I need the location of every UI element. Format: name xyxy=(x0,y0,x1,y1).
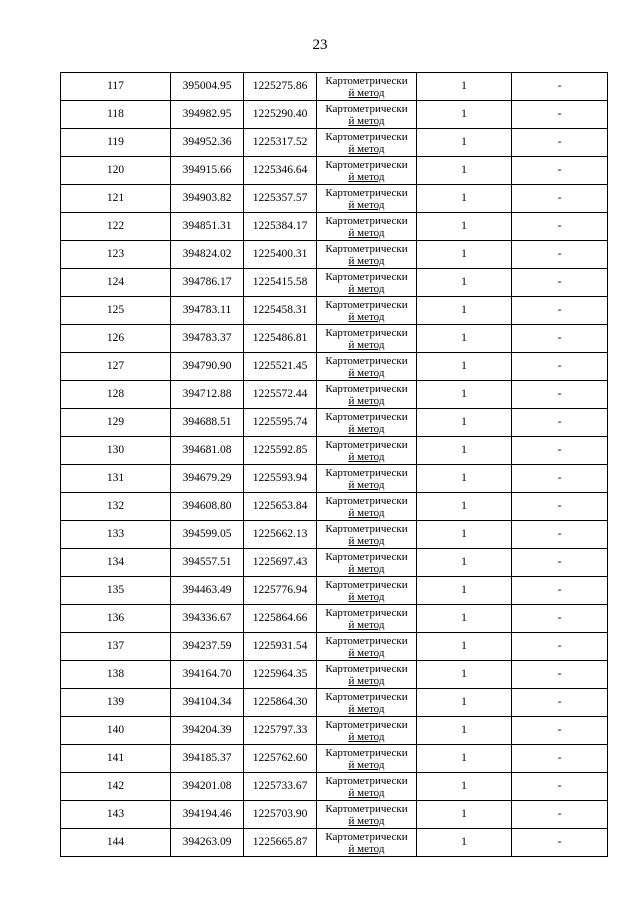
method-text-line2: й метод xyxy=(348,87,385,99)
note-cell: - xyxy=(512,73,608,101)
precision-cell: 1 xyxy=(417,521,512,549)
note-cell: - xyxy=(512,185,608,213)
precision-cell: 1 xyxy=(417,213,512,241)
y-coordinate-cell: 1225733.67 xyxy=(244,773,317,801)
note-cell: - xyxy=(512,633,608,661)
precision-cell: 1 xyxy=(417,661,512,689)
y-coordinate-cell: 1225384.17 xyxy=(244,213,317,241)
y-coordinate-cell: 1225964.35 xyxy=(244,661,317,689)
point-number-cell: 130 xyxy=(61,437,171,465)
y-coordinate-cell: 1225864.30 xyxy=(244,689,317,717)
method-text-line2: й метод xyxy=(348,731,385,743)
point-number-cell: 141 xyxy=(61,745,171,773)
y-coordinate-cell: 1225346.64 xyxy=(244,157,317,185)
note-cell: - xyxy=(512,745,608,773)
precision-cell: 1 xyxy=(417,801,512,829)
method-cell xyxy=(317,437,417,465)
x-coordinate-cell: 394903.82 xyxy=(171,185,244,213)
note-cell: - xyxy=(512,381,608,409)
x-coordinate-cell: 394336.67 xyxy=(171,605,244,633)
precision-cell: 1 xyxy=(417,269,512,297)
table-row xyxy=(61,465,608,493)
method-text-line2: й метод xyxy=(348,647,385,659)
table-row xyxy=(61,353,608,381)
note-cell: - xyxy=(512,437,608,465)
point-number-cell: 119 xyxy=(61,129,171,157)
method-text-line1: Картометрически xyxy=(325,467,408,479)
method-text-line1: Картометрически xyxy=(325,355,408,367)
method-cell xyxy=(317,465,417,493)
x-coordinate-cell: 394679.29 xyxy=(171,465,244,493)
point-number-cell: 126 xyxy=(61,325,171,353)
note-cell: - xyxy=(512,773,608,801)
note-cell: - xyxy=(512,101,608,129)
table-row xyxy=(61,605,608,633)
x-coordinate-cell: 394164.70 xyxy=(171,661,244,689)
precision-cell: 1 xyxy=(417,689,512,717)
precision-cell: 1 xyxy=(417,409,512,437)
point-number-cell: 120 xyxy=(61,157,171,185)
table-row xyxy=(61,577,608,605)
method-text-line2: й метод xyxy=(348,423,385,435)
precision-cell: 1 xyxy=(417,577,512,605)
y-coordinate-cell: 1225458.31 xyxy=(244,297,317,325)
point-number-cell: 137 xyxy=(61,633,171,661)
method-cell xyxy=(317,297,417,325)
precision-cell: 1 xyxy=(417,829,512,857)
x-coordinate-cell: 394463.49 xyxy=(171,577,244,605)
x-coordinate-cell: 394237.59 xyxy=(171,633,244,661)
y-coordinate-cell: 1225290.40 xyxy=(244,101,317,129)
method-text-line2: й метод xyxy=(348,227,385,239)
note-cell: - xyxy=(512,493,608,521)
precision-cell: 1 xyxy=(417,437,512,465)
method-text-line2: й метод xyxy=(348,451,385,463)
table-row xyxy=(61,689,608,717)
method-cell xyxy=(317,717,417,745)
method-text-line2: й метод xyxy=(348,283,385,295)
method-text-line1: Картометрически xyxy=(325,187,408,199)
method-text-line1: Картометрически xyxy=(325,439,408,451)
note-cell: - xyxy=(512,465,608,493)
table-row xyxy=(61,493,608,521)
method-cell xyxy=(317,745,417,773)
y-coordinate-cell: 1225762.60 xyxy=(244,745,317,773)
method-text-line2: й метод xyxy=(348,563,385,575)
method-text-line2: й метод xyxy=(348,395,385,407)
method-text-line1: Картометрически xyxy=(325,131,408,143)
page-number: 23 xyxy=(312,37,328,53)
y-coordinate-cell: 1225400.31 xyxy=(244,241,317,269)
x-coordinate-cell: 394982.95 xyxy=(171,101,244,129)
y-coordinate-cell: 1225486.81 xyxy=(244,325,317,353)
point-number-cell: 136 xyxy=(61,605,171,633)
note-cell: - xyxy=(512,129,608,157)
method-text-line2: й метод xyxy=(348,843,385,855)
table-row xyxy=(61,745,608,773)
precision-cell: 1 xyxy=(417,353,512,381)
note-cell: - xyxy=(512,241,608,269)
method-text-line1: Картометрически xyxy=(325,663,408,675)
note-cell: - xyxy=(512,577,608,605)
precision-cell: 1 xyxy=(417,381,512,409)
table-row xyxy=(61,773,608,801)
method-cell xyxy=(317,269,417,297)
method-text-line1: Картометрически xyxy=(325,691,408,703)
method-text-line1: Картометрически xyxy=(325,411,408,423)
x-coordinate-cell: 394201.08 xyxy=(171,773,244,801)
x-coordinate-cell: 394786.17 xyxy=(171,269,244,297)
y-coordinate-cell: 1225593.94 xyxy=(244,465,317,493)
note-cell: - xyxy=(512,829,608,857)
note-cell: - xyxy=(512,157,608,185)
method-text-line2: й метод xyxy=(348,171,385,183)
note-cell: - xyxy=(512,661,608,689)
point-number-cell: 144 xyxy=(61,829,171,857)
method-text-line2: й метод xyxy=(348,787,385,799)
point-number-cell: 121 xyxy=(61,185,171,213)
y-coordinate-cell: 1225662.13 xyxy=(244,521,317,549)
y-coordinate-cell: 1225653.84 xyxy=(244,493,317,521)
y-coordinate-cell: 1225931.54 xyxy=(244,633,317,661)
note-cell: - xyxy=(512,269,608,297)
y-coordinate-cell: 1225797.33 xyxy=(244,717,317,745)
method-cell xyxy=(317,129,417,157)
note-cell: - xyxy=(512,353,608,381)
x-coordinate-cell: 394688.51 xyxy=(171,409,244,437)
point-number-cell: 127 xyxy=(61,353,171,381)
precision-cell: 1 xyxy=(417,157,512,185)
x-coordinate-cell: 394599.05 xyxy=(171,521,244,549)
method-text-line2: й метод xyxy=(348,311,385,323)
method-text-line2: й метод xyxy=(348,339,385,351)
point-number-cell: 128 xyxy=(61,381,171,409)
method-text-line1: Картометрически xyxy=(325,831,408,843)
y-coordinate-cell: 1225275.86 xyxy=(244,73,317,101)
x-coordinate-cell: 394608.80 xyxy=(171,493,244,521)
precision-cell: 1 xyxy=(417,633,512,661)
precision-cell: 1 xyxy=(417,465,512,493)
point-number-cell: 142 xyxy=(61,773,171,801)
x-coordinate-cell: 394194.46 xyxy=(171,801,244,829)
table-row xyxy=(61,661,608,689)
y-coordinate-cell: 1225357.57 xyxy=(244,185,317,213)
y-coordinate-cell: 1225317.52 xyxy=(244,129,317,157)
x-coordinate-cell: 394681.08 xyxy=(171,437,244,465)
method-cell xyxy=(317,241,417,269)
table-row xyxy=(61,549,608,577)
method-text-line1: Картометрически xyxy=(325,719,408,731)
point-number-cell: 123 xyxy=(61,241,171,269)
table-row xyxy=(61,297,608,325)
x-coordinate-cell: 394952.36 xyxy=(171,129,244,157)
method-text-line1: Картометрически xyxy=(325,579,408,591)
x-coordinate-cell: 394263.09 xyxy=(171,829,244,857)
method-cell xyxy=(317,689,417,717)
point-number-cell: 118 xyxy=(61,101,171,129)
method-cell xyxy=(317,577,417,605)
table-row xyxy=(61,717,608,745)
precision-cell: 1 xyxy=(417,549,512,577)
note-cell: - xyxy=(512,213,608,241)
precision-cell: 1 xyxy=(417,241,512,269)
method-text-line1: Картометрически xyxy=(325,103,408,115)
y-coordinate-cell: 1225592.85 xyxy=(244,437,317,465)
x-coordinate-cell: 394712.88 xyxy=(171,381,244,409)
method-cell xyxy=(317,829,417,857)
point-number-cell: 140 xyxy=(61,717,171,745)
method-cell xyxy=(317,521,417,549)
method-text-line1: Картометрически xyxy=(325,551,408,563)
note-cell: - xyxy=(512,605,608,633)
point-number-cell: 139 xyxy=(61,689,171,717)
precision-cell: 1 xyxy=(417,73,512,101)
method-cell xyxy=(317,325,417,353)
method-text-line1: Картометрически xyxy=(325,523,408,535)
y-coordinate-cell: 1225776.94 xyxy=(244,577,317,605)
method-cell xyxy=(317,353,417,381)
method-cell xyxy=(317,773,417,801)
method-text-line1: Картометрически xyxy=(325,803,408,815)
precision-cell: 1 xyxy=(417,493,512,521)
method-text-line2: й метод xyxy=(348,143,385,155)
method-text-line2: й метод xyxy=(348,591,385,603)
note-cell: - xyxy=(512,521,608,549)
point-number-cell: 129 xyxy=(61,409,171,437)
point-number-cell: 122 xyxy=(61,213,171,241)
y-coordinate-cell: 1225595.74 xyxy=(244,409,317,437)
table-row xyxy=(61,409,608,437)
method-text-line2: й метод xyxy=(348,815,385,827)
precision-cell: 1 xyxy=(417,717,512,745)
table-row xyxy=(61,633,608,661)
method-text-line2: й метод xyxy=(348,675,385,687)
precision-cell: 1 xyxy=(417,745,512,773)
method-cell xyxy=(317,73,417,101)
method-text-line1: Картометрически xyxy=(325,495,408,507)
method-cell xyxy=(317,185,417,213)
point-number-cell: 117 xyxy=(61,73,171,101)
method-cell xyxy=(317,213,417,241)
precision-cell: 1 xyxy=(417,101,512,129)
note-cell: - xyxy=(512,409,608,437)
table-row xyxy=(61,101,608,129)
table-row xyxy=(61,437,608,465)
method-text-line2: й метод xyxy=(348,255,385,267)
table-row xyxy=(61,185,608,213)
coordinates-table xyxy=(60,72,608,857)
x-coordinate-cell: 394783.37 xyxy=(171,325,244,353)
x-coordinate-cell: 394790.90 xyxy=(171,353,244,381)
x-coordinate-cell: 394185.37 xyxy=(171,745,244,773)
y-coordinate-cell: 1225864.66 xyxy=(244,605,317,633)
method-cell xyxy=(317,801,417,829)
table-row xyxy=(61,521,608,549)
method-text-line1: Картометрически xyxy=(325,271,408,283)
table-row xyxy=(61,269,608,297)
table-row xyxy=(61,73,608,101)
x-coordinate-cell: 394104.34 xyxy=(171,689,244,717)
point-number-cell: 125 xyxy=(61,297,171,325)
method-text-line1: Картометрически xyxy=(325,607,408,619)
point-number-cell: 138 xyxy=(61,661,171,689)
method-text-line1: Картометрически xyxy=(325,635,408,647)
precision-cell: 1 xyxy=(417,325,512,353)
method-text-line2: й метод xyxy=(348,619,385,631)
table-row xyxy=(61,241,608,269)
note-cell: - xyxy=(512,297,608,325)
method-text-line2: й метод xyxy=(348,479,385,491)
y-coordinate-cell: 1225703.90 xyxy=(244,801,317,829)
method-text-line2: й метод xyxy=(348,759,385,771)
point-number-cell: 135 xyxy=(61,577,171,605)
method-cell xyxy=(317,633,417,661)
note-cell: - xyxy=(512,689,608,717)
method-text-line1: Картометрически xyxy=(325,327,408,339)
table-row xyxy=(61,381,608,409)
method-text-line1: Картометрически xyxy=(325,75,408,87)
table-row xyxy=(61,829,608,857)
note-cell: - xyxy=(512,717,608,745)
method-text-line2: й метод xyxy=(348,199,385,211)
note-cell: - xyxy=(512,801,608,829)
method-text-line1: Картометрически xyxy=(325,747,408,759)
precision-cell: 1 xyxy=(417,297,512,325)
table-body xyxy=(61,73,608,857)
method-text-line2: й метод xyxy=(348,115,385,127)
x-coordinate-cell: 394824.02 xyxy=(171,241,244,269)
method-text-line2: й метод xyxy=(348,703,385,715)
precision-cell: 1 xyxy=(417,185,512,213)
method-cell xyxy=(317,549,417,577)
y-coordinate-cell: 1225572.44 xyxy=(244,381,317,409)
table-row xyxy=(61,325,608,353)
x-coordinate-cell: 394783.11 xyxy=(171,297,244,325)
method-text-line1: Картометрически xyxy=(325,159,408,171)
point-number-cell: 134 xyxy=(61,549,171,577)
x-coordinate-cell: 395004.95 xyxy=(171,73,244,101)
method-text-line1: Картометрически xyxy=(325,215,408,227)
point-number-cell: 131 xyxy=(61,465,171,493)
method-cell xyxy=(317,409,417,437)
method-text-line1: Картометрически xyxy=(325,775,408,787)
method-cell xyxy=(317,157,417,185)
method-text-line1: Картометрически xyxy=(325,383,408,395)
method-text-line1: Картометрически xyxy=(325,299,408,311)
point-number-cell: 133 xyxy=(61,521,171,549)
y-coordinate-cell: 1225665.87 xyxy=(244,829,317,857)
precision-cell: 1 xyxy=(417,773,512,801)
table-row xyxy=(61,157,608,185)
point-number-cell: 143 xyxy=(61,801,171,829)
x-coordinate-cell: 394851.31 xyxy=(171,213,244,241)
x-coordinate-cell: 394204.39 xyxy=(171,717,244,745)
x-coordinate-cell: 394915.66 xyxy=(171,157,244,185)
table-row xyxy=(61,801,608,829)
precision-cell: 1 xyxy=(417,129,512,157)
x-coordinate-cell: 394557.51 xyxy=(171,549,244,577)
method-text-line2: й метод xyxy=(348,367,385,379)
point-number-cell: 132 xyxy=(61,493,171,521)
y-coordinate-cell: 1225521.45 xyxy=(244,353,317,381)
point-number-cell: 124 xyxy=(61,269,171,297)
method-cell xyxy=(317,493,417,521)
y-coordinate-cell: 1225415.58 xyxy=(244,269,317,297)
table-row xyxy=(61,213,608,241)
method-text-line2: й метод xyxy=(348,507,385,519)
method-cell xyxy=(317,101,417,129)
method-cell xyxy=(317,605,417,633)
method-text-line2: й метод xyxy=(348,535,385,547)
note-cell: - xyxy=(512,549,608,577)
method-text-line1: Картометрически xyxy=(325,243,408,255)
note-cell: - xyxy=(512,325,608,353)
table-row xyxy=(61,129,608,157)
precision-cell: 1 xyxy=(417,605,512,633)
y-coordinate-cell: 1225697.43 xyxy=(244,549,317,577)
method-cell xyxy=(317,661,417,689)
method-cell xyxy=(317,381,417,409)
